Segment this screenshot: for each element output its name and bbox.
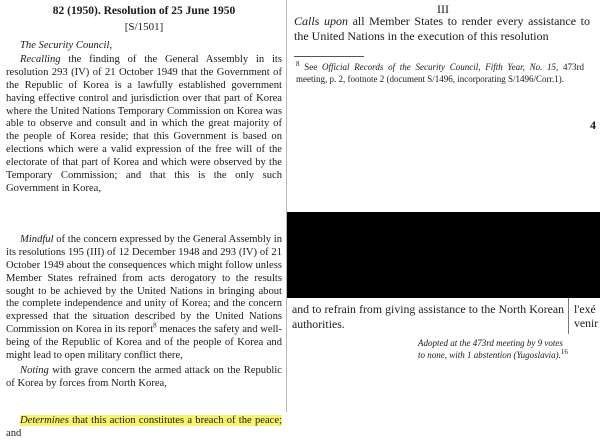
mindful-keyword: Mindful bbox=[20, 233, 54, 245]
determines-keyword: Determines bbox=[20, 414, 69, 426]
page-number: III bbox=[437, 2, 449, 16]
document-reference: [S/1501] bbox=[124, 21, 164, 33]
cut-text-fragment: l'exé bbox=[574, 302, 596, 316]
recalling-paragraph bbox=[6, 54, 282, 196]
spacer bbox=[6, 196, 282, 234]
cut-text-fragment: venir bbox=[574, 316, 599, 330]
calls-keyword: Calls upon bbox=[294, 14, 348, 28]
right-bottom-page bbox=[290, 298, 600, 412]
recalling-text: the finding of the General Assembly in its resolution 293 (IV) of 21 October 1949 that the Government of the Republic of Korea is a lawfully established government having effective control and jurisdiction over that part of Korea where the United Nations Temporary Commission on Korea was able to observe and consult and in which the great majority of the people of Korea reside; that this Government is based on elections which were a valid expression of the free will of the electorate of that part of Korea and which were observed by the Temporary Commission; and that this is the only such Government in Korea, bbox=[6, 53, 282, 194]
determines-paragraph bbox=[6, 415, 282, 441]
footnote-prefix: See bbox=[304, 62, 318, 72]
resolution-title: 82 (1950). Resolution of 25 June 1950 bbox=[52, 5, 236, 17]
determines-text: that this action constitutes a breach of the peace; bbox=[72, 414, 282, 426]
noting-text: with grave concern the armed attack on the Republic of Korea by forces from North Korea, bbox=[6, 364, 282, 389]
column-separator bbox=[568, 298, 569, 334]
footnote-marker: 8 bbox=[296, 60, 300, 68]
highlighted-text bbox=[20, 415, 282, 426]
refrain-paragraph: and to refrain from giving assistance to the North Korean authorities. bbox=[292, 302, 564, 331]
opening-line: The Security Council, bbox=[20, 40, 113, 51]
calls-text: all Member States to render every assistance to the United Nations in the execution of this resolution bbox=[294, 14, 591, 43]
adoption-footnote-marker: 16 bbox=[560, 347, 568, 356]
footnote-source: Official Records of the Security Council, Fifth Year, No. 15, bbox=[321, 62, 559, 72]
noting-keyword: Noting bbox=[20, 364, 49, 376]
resolution-left-column bbox=[6, 4, 282, 441]
right-top-page bbox=[290, 0, 596, 212]
footnote-rest: 473rd meeting, p. 2, footnote 2 (document S/1496, incorporating S/1496/Corr.1). bbox=[296, 62, 585, 84]
black-band bbox=[287, 212, 600, 298]
page-divider bbox=[286, 0, 287, 412]
footnote-reference: 8 bbox=[153, 321, 157, 330]
noting-paragraph bbox=[6, 365, 282, 391]
adoption-note bbox=[418, 338, 568, 361]
footnote bbox=[296, 62, 584, 85]
mindful-text: of the concern expressed by the General Assembly in its resolutions 195 (III) of 12 December 1948 and 293 (IV) of 21 October 1949 about the consequences which might follow unless Member States refrained from acts derogatory to the results sought to be achieved by the United Nations in bringing about the complete independence and unity of Korea; and the concern expressed that the situation described by the United Nations Commission on Korea in its report bbox=[6, 233, 282, 336]
footnote-rule bbox=[294, 56, 364, 57]
mindful-text-end: menaces the safety and well-being of the Republic of Korea and of the people of Korea and might lead to open military conflict there, bbox=[6, 324, 282, 362]
adoption-text: Adopted at the 473rd meeting by 9 votes to none, with 1 abstention (Yugoslavia). bbox=[418, 338, 563, 360]
recalling-keyword: Recalling bbox=[20, 53, 61, 65]
mindful-paragraph bbox=[6, 234, 282, 363]
spacer bbox=[6, 391, 282, 415]
calls-upon-paragraph bbox=[294, 14, 590, 44]
edge-mark: 4 bbox=[590, 118, 596, 132]
determines-tail: and bbox=[6, 427, 22, 439]
